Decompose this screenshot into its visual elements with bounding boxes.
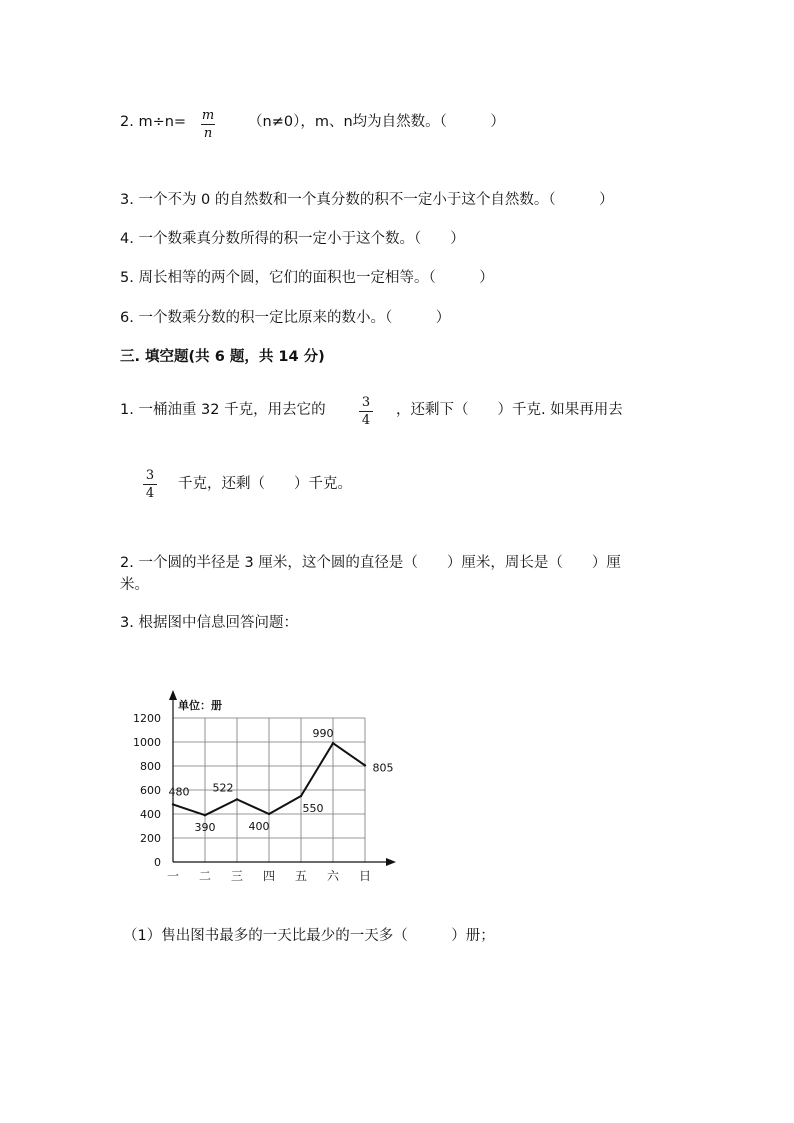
- section-title-fill-in: 三. 填空题(共 6 题，共 14 分): [120, 349, 325, 365]
- question-5: 5. 周长相等的两个圆，它们的面积也一定相等。（ ）: [120, 270, 494, 286]
- chart-axes: [169, 690, 396, 866]
- x-tick-label: 日: [358, 869, 372, 883]
- fill-question-1-suffix: ，还剩下（ ）千克. 如果再用去: [396, 402, 623, 418]
- question-6: 6. 一个数乘分数的积一定比原来的数小。（ ）: [120, 310, 451, 326]
- x-tick-label: 三: [230, 869, 244, 883]
- question-2-suffix: （n≠0），m、n均为自然数。（ ）: [248, 114, 505, 130]
- series-point: [332, 742, 334, 744]
- fraction-denominator: 4: [145, 486, 155, 501]
- fill-question-2-line1: 2. 一个圆的半径是 3 厘米，这个圆的直径是（ ）厘米，周长是（ ）厘: [120, 555, 621, 571]
- fraction-numerator: m: [201, 108, 215, 123]
- fraction-denominator: 4: [361, 413, 371, 428]
- x-tick-label: 五: [294, 869, 308, 883]
- fraction-three-quarters-1: [359, 395, 373, 428]
- fill-question-1-prefix: 1. 一桶油重 32 千克，用去它的: [120, 402, 326, 418]
- fraction-bar: [359, 411, 373, 412]
- data-label: 990: [312, 727, 334, 741]
- data-label: 400: [248, 820, 270, 833]
- fraction-three-quarters-2: [143, 468, 157, 501]
- series-point: [236, 798, 238, 800]
- fraction-denominator: n: [203, 126, 213, 141]
- y-axis-arrow: [169, 690, 177, 700]
- x-tick-label: 六: [326, 869, 340, 883]
- chart-grid: [173, 718, 365, 862]
- series-point: [204, 814, 206, 816]
- chart-unit-title: 单位：册: [178, 699, 222, 712]
- data-label: 390: [194, 821, 216, 835]
- fill-question-2-line2: 米。: [120, 577, 149, 593]
- question-4: 4. 一个数乘真分数所得的积一定小于这个数。（ ）: [120, 231, 465, 247]
- series-point: [268, 813, 270, 815]
- y-tick-label: 400: [140, 808, 161, 821]
- x-tick-label: 四: [262, 869, 276, 883]
- data-label: 480: [168, 785, 190, 799]
- y-tick-label: 200: [140, 832, 161, 845]
- fill-question-3: 3. 根据图中信息回答问题：: [120, 615, 298, 631]
- chart-data-labels: [169, 727, 394, 834]
- y-tick-label: 0: [154, 856, 161, 869]
- data-label: 522: [212, 781, 234, 795]
- question-3: 3. 一个不为 0 的自然数和一个真分数的积不一定小于这个自然数。（ ）: [120, 192, 614, 208]
- y-tick-label: 1200: [133, 712, 161, 725]
- x-axis-arrow: [386, 858, 396, 866]
- series-point: [172, 803, 174, 805]
- data-label: 550: [302, 802, 324, 815]
- sales-line-chart: [120, 680, 410, 890]
- y-tick-label: 600: [140, 784, 161, 797]
- data-label: 805: [372, 761, 394, 775]
- fraction-numerator: 3: [361, 395, 371, 410]
- y-tick-label: 800: [140, 760, 161, 773]
- fraction-bar: [201, 124, 215, 125]
- x-tick-label: 二: [198, 869, 212, 883]
- fraction-numerator: 3: [145, 468, 155, 483]
- fill-question-1-line2: 千克，还剩（ ）千克。: [178, 476, 352, 492]
- question-2-prefix: 2. m÷n=: [120, 114, 187, 130]
- series-point: [364, 764, 366, 766]
- sub-question-1: （1）售出图书最多的一天比最少的一天多（ ）册；: [123, 928, 495, 944]
- y-tick-label: 1000: [133, 736, 161, 749]
- fraction-bar: [143, 484, 157, 485]
- question-2: [120, 112, 186, 132]
- x-tick-label: 一: [166, 869, 180, 883]
- series-point: [300, 795, 302, 797]
- fraction-m-over-n: [201, 108, 215, 141]
